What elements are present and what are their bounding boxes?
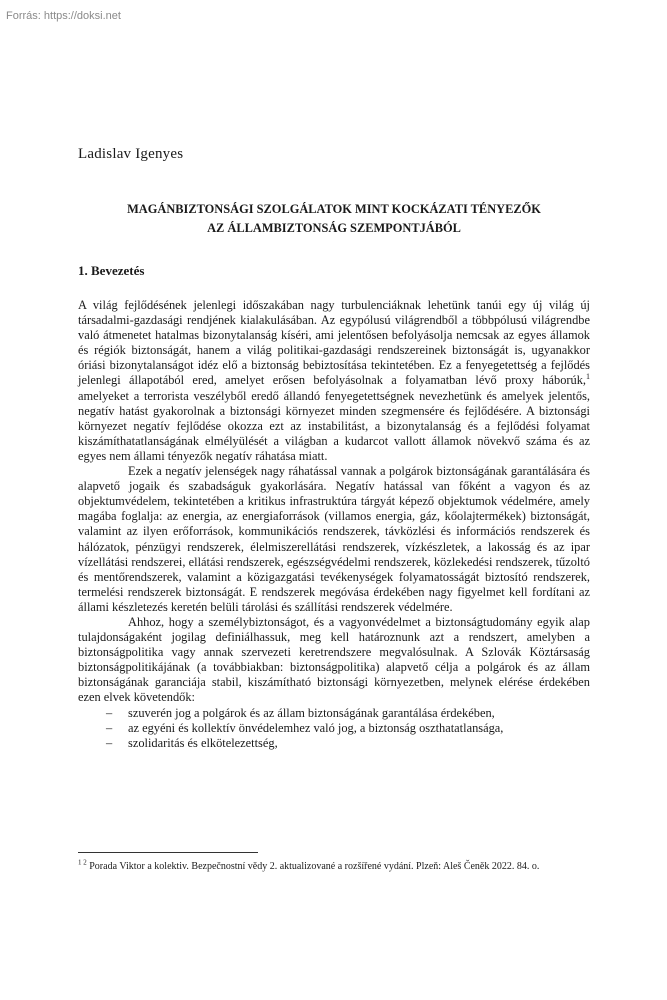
title-line-2: AZ ÁLLAMBIZTONSÁG SZEMPONTJÁBÓL <box>207 221 461 235</box>
list-item-text: az egyéni és kollektív önvédelemhez való jog, a biztonság oszthatatlansága, <box>128 720 504 735</box>
paragraph-2: Ezek a negatív jelenségek nagy ráhatással vannak a polgárok biztonságának garantálására és alapvető jogaik és szabadságuk gyakorlására. Negatív hatással van főként a vagyon és az objektumvédelem, tekintetében a kritikus infrastruktúra tárgyát képező objektumok védelmére, amely magába foglalja: az energia, az energiaforrások (villamos energia, gáz, kőolajtermékek) biztonságát, valamint az ilyen erőforrások, kommunikációs rendszerek, távközlési és információs rendszerek és hálózatok, pénzügyi rendszerek, élelmiszerellátási rendszerek, vízkészletek, a lakosság és az ipar vízellátási rendszerei, ellátási rendszerek, egészségvédelmi rendszerek, közlekedési rendszerek, tűzoltó és mentőrendszerek, valamint a közigazgatási tevékenységek folyamatosságát biztosító rendszerek, termelési rendszerek biztonságát. E rendszerek megóvása érdekében nagy figyelmet kell fordítani az állami készletezés keretén belüli tárolási és szállítási rendszerek védelmére. <box>78 464 590 614</box>
paragraph-1 <box>78 298 590 464</box>
list-item-text: szolidaritás és elkötelezettség, <box>128 735 278 750</box>
dash-bullet: – <box>106 705 113 720</box>
list-item-text: szuverén jog a polgárok és az állam biztonságának garantálása érdekében, <box>128 705 495 720</box>
article-title <box>78 200 590 238</box>
body-text <box>78 298 590 751</box>
list-item <box>78 721 590 736</box>
author-name: Ladislav Igenyes <box>78 146 184 162</box>
paragraph-1-part-b: amelyeket a terrorista veszélyből eredő állandó fenyegetettségnek nevezhetünk és amelyek jelentős, negatív hatást gyakorolnak a biztonsági környezet minden szegmensére és fejlődésére. A biztonsági környezet negatív fejlődése okozza ezt az instabilitást, a bizonytalanság és a fejlődési folyamat kiszámíthatatlanságának elmélyülését a világban a kudarcot vallott államok növekvő száma és az egyes nem állami tényezők negatív ráhatása miatt. <box>78 388 590 463</box>
paragraph-1-part-a: A világ fejlődésének jelenlegi időszakában nagy turbulenciáknak lehetünk tanúi egy új világ új társadalmi-gazdasági rendjének kialakulásában. Az egypólusú világrendből a többpólusú világrendbe való átmenetet hatalmas bizonytalanság kíséri, ami jelentősen befolyásolja nemcsak az egyes államok és régiók biztonságát, hanem a világ politikai-gazdasági rendszereinek biztonságát is, ugyanakkor óriási bizonytalanságot idéz elő a biztonság bebiztosítása tekintetében. Ez a fenyegetettség a fejlődés jelenlegi állapotából ered, amelyet erősen befolyásolnak a folyamatban lévő proxy háborúk, <box>78 298 590 388</box>
source-watermark: Forrás: https://doksi.net <box>6 10 121 22</box>
dash-bullet: – <box>106 720 113 735</box>
footnote-divider <box>78 852 258 853</box>
footnote-reference[interactable]: 1 <box>586 372 590 382</box>
dash-bullet: – <box>106 735 113 750</box>
list-item <box>78 736 590 751</box>
section-heading: 1. Bevezetés <box>78 263 145 278</box>
footnote <box>78 859 590 874</box>
principles-list <box>78 706 590 751</box>
paragraph-3: Ahhoz, hogy a személybiztonságot, és a vagyonvédelmet a biztonságtudomány egyik alap tulajdonságaként jogilag definiálhassuk, meg kell határoznunk azt a rendszert, amelyben a biztonságpolitika vagy annak szervezeti keretrendszere megvalósulnak. A Szlovák Köztársaság biztonságpolitikájának (a továbbiakban: biztonságpolitika) alapvető célja a polgárok és az állam biztonságának garanciája stabil, kiszámítható biztonsági környezetben, melynek elérése érdekében ezen elvek követendők: <box>78 614 590 705</box>
footnote-marker: 1 2 <box>78 858 87 867</box>
footnote-text: Porada Viktor a kolektiv. Bezpečnostní vědy 2. aktualizované a rozšířené vydání. Plzeň: Aleš Čeněk 2022. 84. o. <box>86 861 540 872</box>
list-item <box>78 706 590 721</box>
title-line-1: MAGÁNBIZTONSÁGI SZOLGÁLATOK MINT KOCKÁZATI TÉNYEZŐK <box>127 202 541 216</box>
